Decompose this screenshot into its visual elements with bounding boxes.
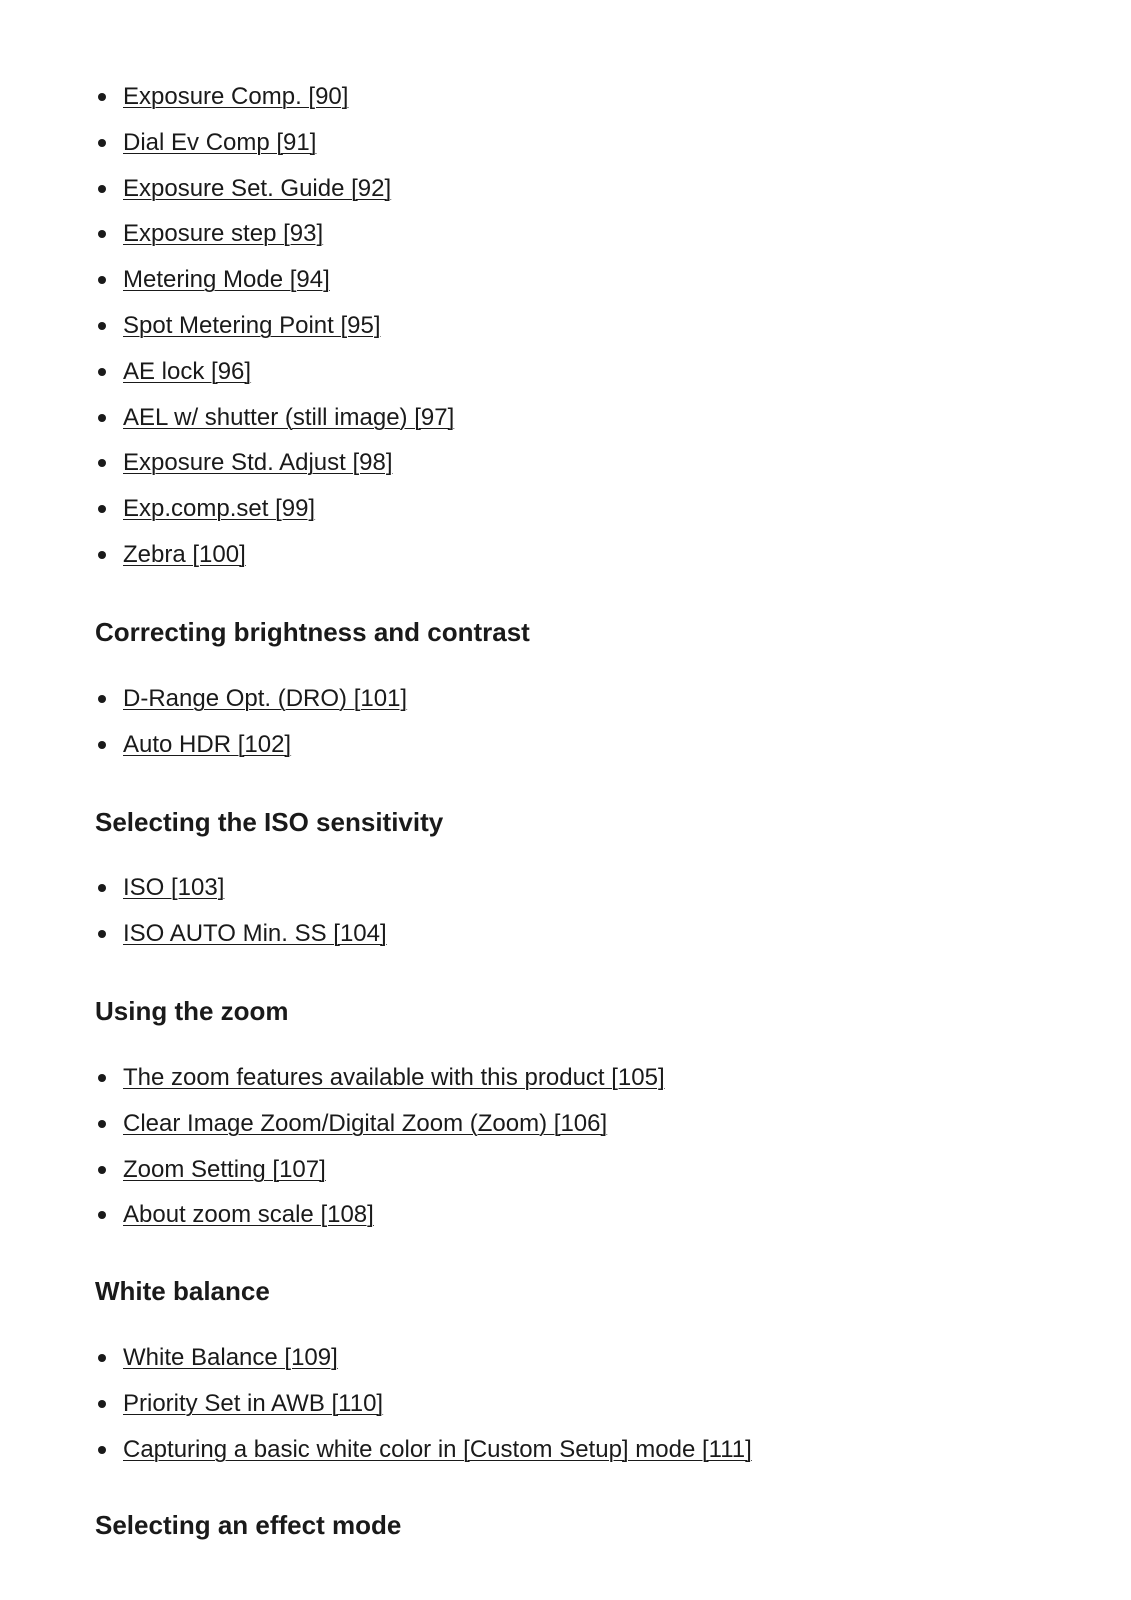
topic-link[interactable]: Clear Image Zoom/Digital Zoom (Zoom) [106] (123, 1109, 608, 1137)
bullet-icon (98, 322, 106, 330)
topic-link[interactable]: Exposure Comp. [90] (123, 83, 349, 110)
list-item (0, 919, 387, 965)
topic-link[interactable]: Spot Metering Point [95] (123, 311, 381, 339)
section-heading-zoom: Using the zoom (95, 996, 289, 1026)
topic-list-iso (0, 873, 387, 965)
topic-link[interactable]: Exp.comp.set [99] (123, 495, 316, 523)
bullet-icon (98, 1354, 106, 1362)
topic-list-brightness-contrast (0, 684, 407, 776)
bullet-icon (98, 139, 106, 147)
topic-link[interactable]: Dial Ev Comp [91] (123, 128, 317, 156)
topic-link[interactable]: About zoom scale [108] (123, 1201, 374, 1229)
list-item (0, 128, 454, 174)
topic-link[interactable]: Exposure Std. Adjust [98] (123, 449, 393, 477)
topic-link[interactable]: The zoom features available with this product [105] (123, 1064, 665, 1091)
list-item (0, 540, 454, 586)
topic-link[interactable]: White Balance [109] (123, 1344, 338, 1371)
section-heading-brightness-contrast: Correcting brightness and contrast (95, 617, 530, 647)
topic-link[interactable]: Exposure step [93] (123, 220, 324, 248)
bullet-icon (98, 1074, 106, 1082)
topic-link[interactable]: AE lock [96] (123, 357, 252, 385)
bullet-icon (98, 884, 106, 892)
topic-link[interactable]: ISO AUTO Min. SS [104] (123, 919, 387, 947)
bullet-icon (98, 1400, 106, 1408)
list-item (0, 448, 454, 494)
bullet-icon (98, 551, 106, 559)
list-item (0, 219, 454, 265)
bullet-icon (98, 230, 106, 238)
bullet-icon (98, 695, 106, 703)
topic-link[interactable]: Zoom Setting [107] (123, 1155, 326, 1183)
list-item (0, 82, 454, 128)
list-item (0, 311, 454, 357)
list-item (0, 1109, 665, 1155)
list-item (0, 873, 387, 919)
bullet-icon (98, 741, 106, 749)
bullet-icon (98, 505, 106, 513)
bullet-icon (98, 1166, 106, 1174)
topic-link[interactable]: ISO [103] (123, 874, 225, 901)
list-item (0, 357, 454, 403)
topic-link[interactable]: Priority Set in AWB [110] (123, 1389, 384, 1417)
topic-link[interactable]: Zebra [100] (123, 540, 246, 568)
topic-link[interactable]: Exposure Set. Guide [92] (123, 174, 392, 202)
list-item (0, 1435, 752, 1481)
list-item (0, 684, 407, 730)
topic-link[interactable]: Metering Mode [94] (123, 266, 330, 294)
topic-link[interactable]: Capturing a basic white color in [Custom Setup] mode [111] (123, 1435, 752, 1463)
topic-list-exposure (0, 82, 454, 586)
topic-list-zoom (0, 1063, 665, 1246)
bullet-icon (98, 368, 106, 376)
bullet-icon (98, 1446, 106, 1454)
topic-link[interactable]: Auto HDR [102] (123, 730, 292, 758)
list-item (0, 265, 454, 311)
list-item (0, 1063, 665, 1109)
bullet-icon (98, 414, 106, 422)
bullet-icon (98, 1211, 106, 1219)
topic-link[interactable]: AEL w/ shutter (still image) [97] (123, 403, 455, 431)
bullet-icon (98, 185, 106, 193)
list-item (0, 494, 454, 540)
topic-list-white-balance (0, 1343, 752, 1480)
bullet-icon (98, 276, 106, 284)
list-item (0, 1389, 752, 1435)
list-item (0, 1343, 752, 1389)
list-item (0, 730, 407, 776)
topic-link[interactable]: D-Range Opt. (DRO) [101] (123, 685, 408, 712)
bullet-icon (98, 1120, 106, 1128)
section-heading-effect-mode: Selecting an effect mode (95, 1510, 402, 1540)
list-item (0, 1155, 665, 1201)
bullet-icon (98, 930, 106, 938)
list-item (0, 403, 454, 449)
bullet-icon (98, 93, 106, 101)
bullet-icon (98, 459, 106, 467)
section-heading-white-balance: White balance (95, 1276, 270, 1306)
section-heading-iso: Selecting the ISO sensitivity (95, 807, 444, 837)
list-item (0, 1200, 665, 1246)
list-item (0, 174, 454, 220)
